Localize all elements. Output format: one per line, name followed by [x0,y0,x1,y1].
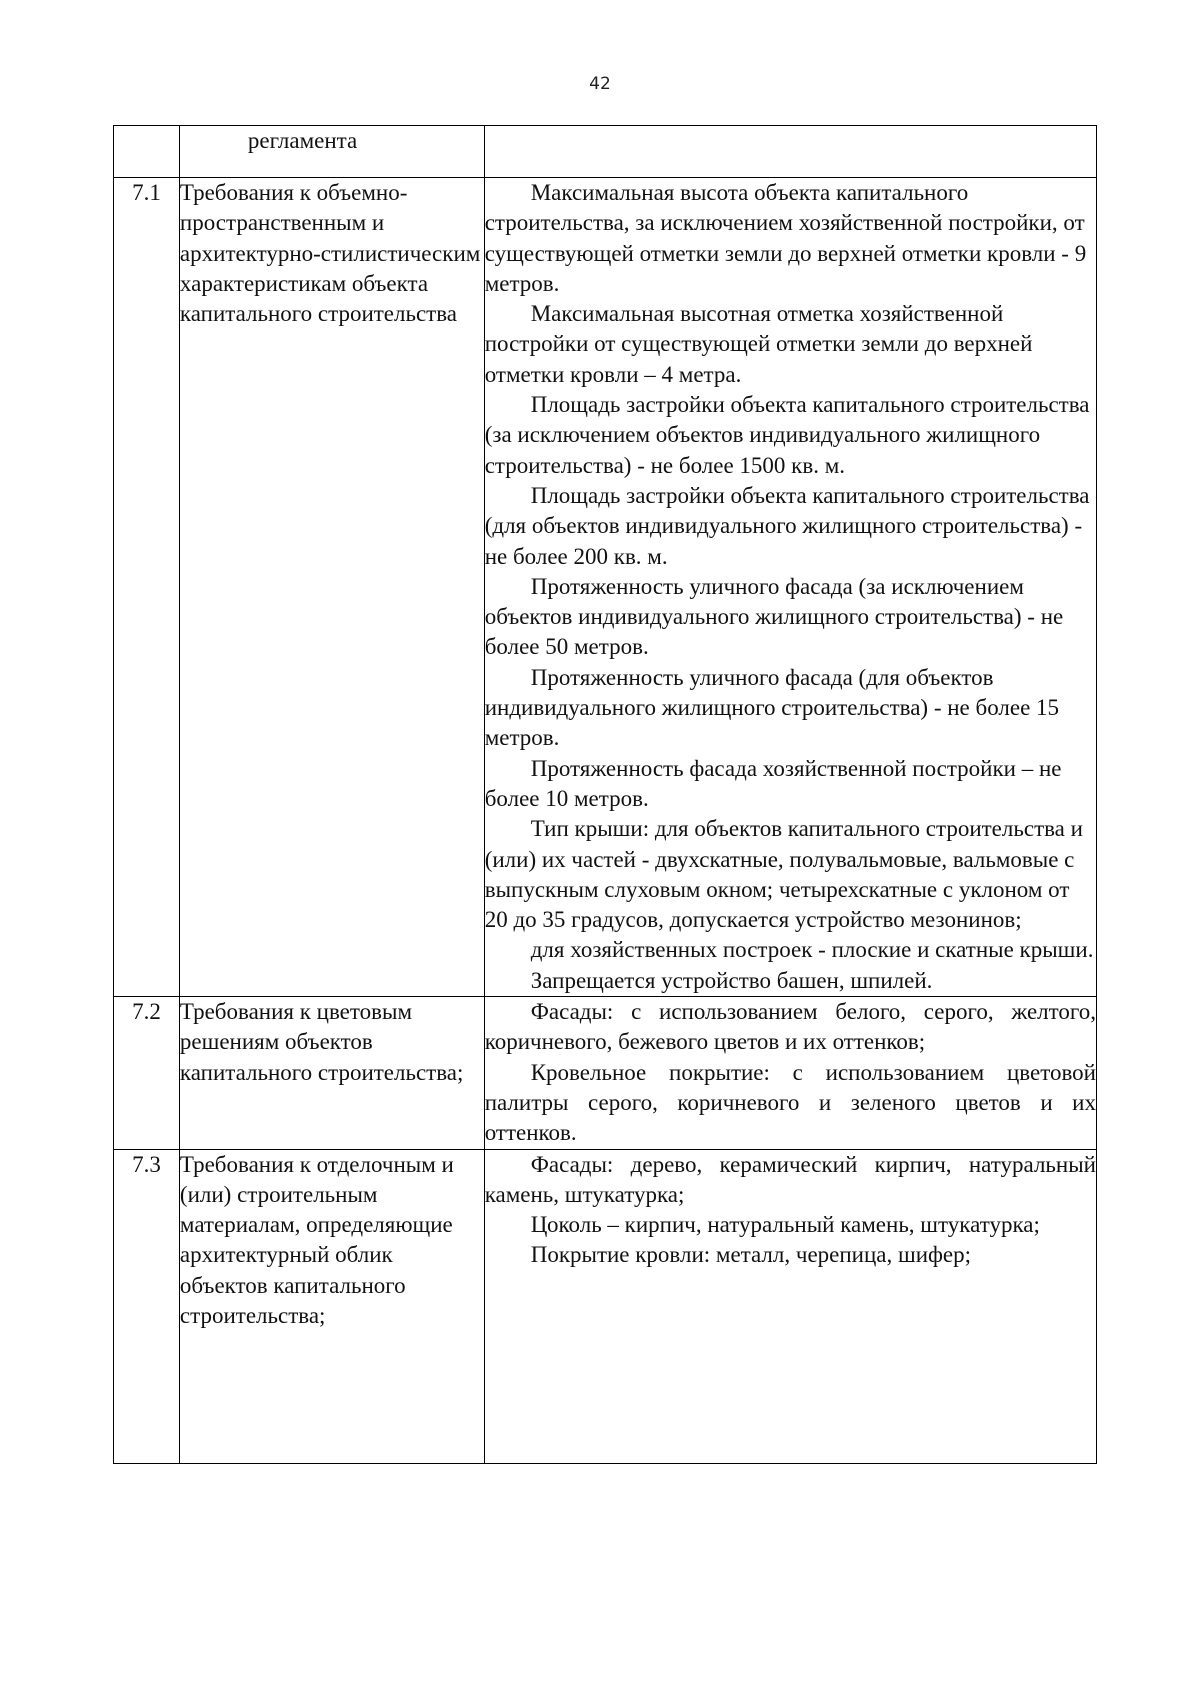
row-number: 7.2 [114,997,180,1149]
paragraph: Покрытие кровли: металл, черепица, шифер; [530,1242,972,1268]
row-content [484,178,1096,997]
paragraph: Протяженность уличного фасада (за исключением объектов индивидуального жилищного строительства) - не более 50 метров. [484,573,1064,660]
paragraph: Протяженность уличного фасада (для объектов индивидуального жилищного строительства) - не более 15 метров. [484,664,1060,751]
row-number: 7.3 [114,1149,180,1463]
row-number: 7.1 [114,178,180,997]
paragraph: Цоколь – кирпич, натуральный камень, штукатурка; [530,1212,1040,1238]
paragraph: Кровельное покрытие: с использованием цветовой палитры серого, коричневого и зеленого цветов и их оттенков. [484,1059,1096,1146]
paragraph: Площадь застройки объекта капитального строительства (за исключением объектов индивидуального жилищного строительства) - не более 1500 кв. м. [484,392,1090,478]
paragraph: Запрещается устройство башен, шпилей. [530,967,933,993]
paragraph: Площадь застройки объекта капитального строительства (для объектов индивидуального жилищного строительства) - не более 200 кв. м. [484,482,1090,569]
paragraph: Максимальная высотная отметка хозяйственной постройки от существующей отметки земли до верхней отметки кровли – 4 метра. [484,301,1033,387]
row-content [484,1149,1096,1463]
header-name-cell [179,126,484,178]
header-label: регламента [247,128,358,153]
regulations-table [113,125,1097,1464]
header-num-cell [114,126,180,178]
paragraph: Фасады: дерево, керамический кирпич, натуральный камень, штукатурка; [484,1151,1096,1207]
header-content-cell [484,126,1096,178]
paragraph: для хозяйственных построек - плоские и скатные крыши. [530,937,1094,963]
paragraph: Тип крыши: для объектов капитального строительства и (или) их частей - двухскатные, полувальмовые, вальмовые с выпускным слуховым окном; четырехскатные с уклоном от 20 до 35 градусов, допускается устройство мезонинов; [484,816,1083,933]
row-requirement-name: Требования к объемно-пространственным и архитектурно-стилистическим характеристикам объекта капитального строительства [179,178,484,997]
row-requirement-name: Требования к отделочным и (или) строительным материалам, определяющие архитектурный облик объектов капитального строительства; [179,1149,484,1463]
paragraph: Максимальная высота объекта капитального строительства, за исключением хозяйственной постройки, от существующей отметки земли до верхней отметки кровли - 9 метров. [484,180,1087,296]
row-requirement-name: Требования к цветовым решениям объектов капитального строительства; [179,997,484,1149]
table-row-7-3 [114,1149,1097,1463]
row-content [484,997,1096,1149]
paragraph: Фасады: с использованием белого, серого, желтого, коричневого, бежевого цветов и их оттенков; [484,999,1096,1055]
paragraph: Протяженность фасада хозяйственной постройки – не более 10 метров. [484,755,1062,811]
table-row-7-1 [114,178,1097,997]
table-row-7-2 [114,997,1097,1149]
table-header-row [114,126,1097,178]
page-number: 42 [589,74,611,94]
